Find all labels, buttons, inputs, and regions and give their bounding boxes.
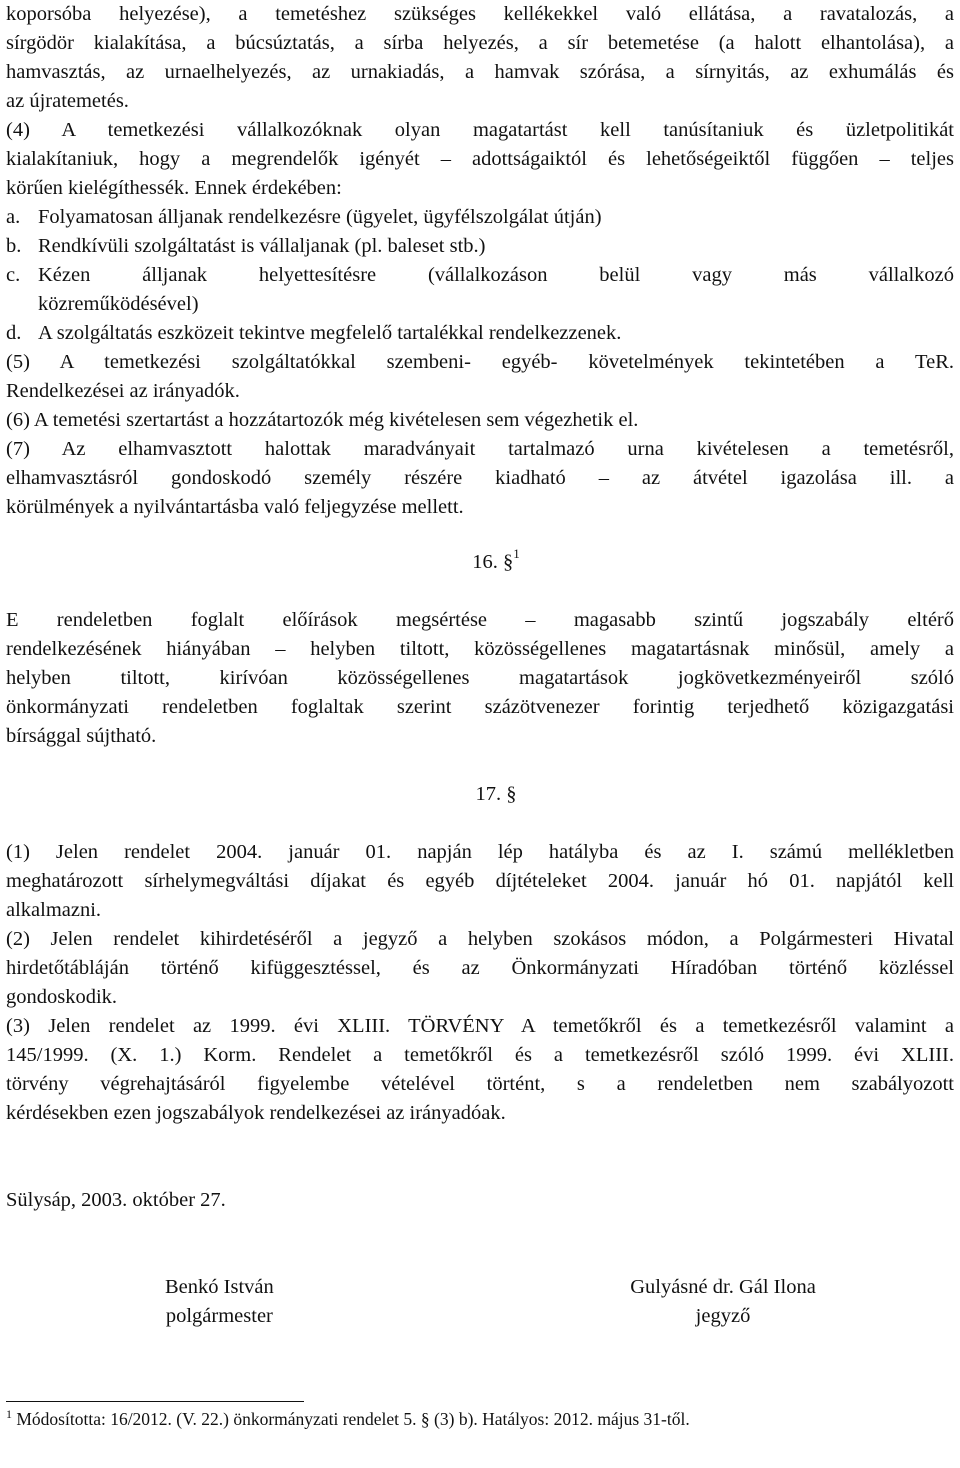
text-line: 145/1999. (X. 1.) Korm. Rendelet a temetőkről és a temetkezésről szóló 1999. évi XLIII.: [6, 1044, 954, 1066]
paragraph-4: [6, 116, 954, 203]
signature-right: [608, 1273, 838, 1331]
list-marker: a.: [6, 206, 21, 228]
text-line: helyben tiltott, kirívóan közösségellenes magatartások jogkövetkezményeiről szóló: [6, 667, 954, 689]
section-number: 17.: [475, 783, 507, 805]
signer-title: polgármester: [165, 1305, 273, 1327]
signer-title: jegyző: [695, 1305, 751, 1327]
text-line: az újratemetés.: [6, 90, 129, 112]
place-date: Sülysáp, 2003. október 27.: [6, 1189, 226, 1211]
signature-block: [6, 1273, 954, 1331]
paragraph-7: [6, 435, 954, 522]
text-line: gondoskodik.: [6, 986, 118, 1008]
list-marker: c.: [6, 264, 21, 286]
footnote-ref[interactable]: 1: [513, 546, 520, 562]
list-text: Rendkívüli szolgáltatást is vállaljanak (pl. baleset stb.): [38, 235, 486, 257]
text-line: (6) A temetési szertartást a hozzátartozók még kivételesen sem végezhetik el.: [6, 409, 639, 431]
text-line: törvény végrehajtásáról figyelembe vételével történt, s a rendeletben nem szabályozott: [6, 1073, 954, 1095]
list-text: A szolgáltatás eszközeit tekintve megfelelő tartalékkal rendelkezzenek.: [38, 322, 622, 344]
text-line: (5) A temetkezési szolgáltatókkal szembeni- egyéb- követelmények tekintetében a TeR.: [6, 351, 954, 373]
text-line: (7) Az elhamvasztott halottak maradványait tartalmazó urna kivételesen a temetésről,: [6, 438, 954, 460]
text-line: rendelkezésének hiányában – helyben tiltott, közösségellenes magatartásnak minősül, amely a: [6, 638, 954, 660]
text-line: körülmények a nyilvántartásba való feljegyzése mellett.: [6, 496, 464, 518]
section-17-paragraph-1: [6, 838, 954, 925]
top-paragraph: [6, 0, 954, 116]
section-17-paragraph-3: [6, 1012, 954, 1128]
footnote: [6, 1408, 954, 1430]
paragraph-6: [6, 406, 954, 435]
text-line: E rendeletben foglalt előírások megsértése – magasabb szintű jogszabály eltérő: [6, 609, 954, 631]
section-sign: §: [506, 783, 517, 805]
text-line: hamvasztás, az urnaelhelyezés, az urnakiadás, a hamvak szórása, a sírnyitás, az exhumálás és: [6, 61, 954, 83]
text-line: elhamvasztásról gondoskodó személy részére kiadható – az átvétel igazolása ill. a: [6, 467, 954, 489]
text-line: önkormányzati rendeletben foglaltak szerint százötvenezer forintig terjedhető közigazgatási: [6, 696, 954, 718]
text-line: bírsággal sújtható.: [6, 725, 157, 747]
signer-name: Benkó István: [165, 1276, 274, 1298]
list-item: [6, 203, 954, 232]
text-line: kérdésekben ezen jogszabályok rendelkezései az irányadóak.: [6, 1102, 506, 1124]
section-17-paragraph-2: [6, 925, 954, 1012]
text-line: (1) Jelen rendelet 2004. január 01. napján lép hatályba és az I. számú mellékletben: [6, 841, 954, 863]
signature-left: [165, 1273, 274, 1331]
footnote-marker: 1: [6, 1407, 12, 1422]
text-line: (3) Jelen rendelet az 1999. évi XLIII. TÖRVÉNY A temetőkről és a temetkezésről valamint a: [6, 1015, 954, 1037]
signer-name: Gulyásné dr. Gál Ilona: [630, 1276, 816, 1298]
list-item: [6, 232, 954, 261]
text-line: alkalmazni.: [6, 899, 102, 921]
text-line: kialakítaniuk, hogy a megrendelők igényét – adottságaiktól és lehetőségeiktől függően – teljes: [6, 148, 954, 170]
requirements-list: [6, 203, 954, 348]
list-text: közreműködésével): [38, 293, 199, 315]
list-text: Folyamatosan álljanak rendelkezésre (ügyelet, ügyfélszolgálat útján): [38, 206, 602, 228]
list-marker: d.: [6, 322, 22, 344]
text-line: (2) Jelen rendelet kihirdetéséről a jegyző a helyben szokásos módon, a Polgármesteri Hivatal: [6, 928, 954, 950]
section-number: 16.: [472, 551, 503, 573]
section-sign: §: [503, 551, 514, 573]
text-line: meghatározott sírhelymegváltási díjakat és egyéb díjtételeket 2004. január hó 01. napjától kell: [6, 870, 954, 892]
list-text: Kézen álljanak helyettesítésre (vállalkozáson belül vagy más vállalkozó: [38, 264, 954, 286]
list-marker: b.: [6, 235, 22, 257]
footnote-divider: [6, 1401, 304, 1402]
list-item: [6, 261, 954, 319]
section-heading-16: [38, 548, 954, 577]
section-16-body: [6, 606, 954, 751]
text-line: (4) A temetkezési vállalkozóknak olyan magatartást kell tanúsítaniuk és üzletpolitikát: [6, 119, 954, 141]
text-line: hirdetőtábláján történő kifüggesztéssel, és az Önkormányzati Híradóban történő közléssel: [6, 957, 954, 979]
text-line: Rendelkezései az irányadók.: [6, 380, 240, 402]
paragraph-5: [6, 348, 954, 406]
text-line: körűen kielégíthessék. Ennek érdekében:: [6, 177, 342, 199]
text-line: koporsóba helyezése), a temetéshez szükséges kellékekkel való ellátása, a ravatalozás, a: [6, 3, 954, 25]
section-heading-17: [38, 780, 954, 809]
list-item: [6, 319, 954, 348]
text-line: sírgödör kialakítása, a búcsúztatás, a sírba helyezés, a sír betemetése (a halott elhantolása), a: [6, 32, 954, 54]
footnote-text: Módosította: 16/2012. (V. 22.) önkormányzati rendelet 5. § (3) b). Hatályos: 2012. május 31-től.: [12, 1409, 690, 1429]
